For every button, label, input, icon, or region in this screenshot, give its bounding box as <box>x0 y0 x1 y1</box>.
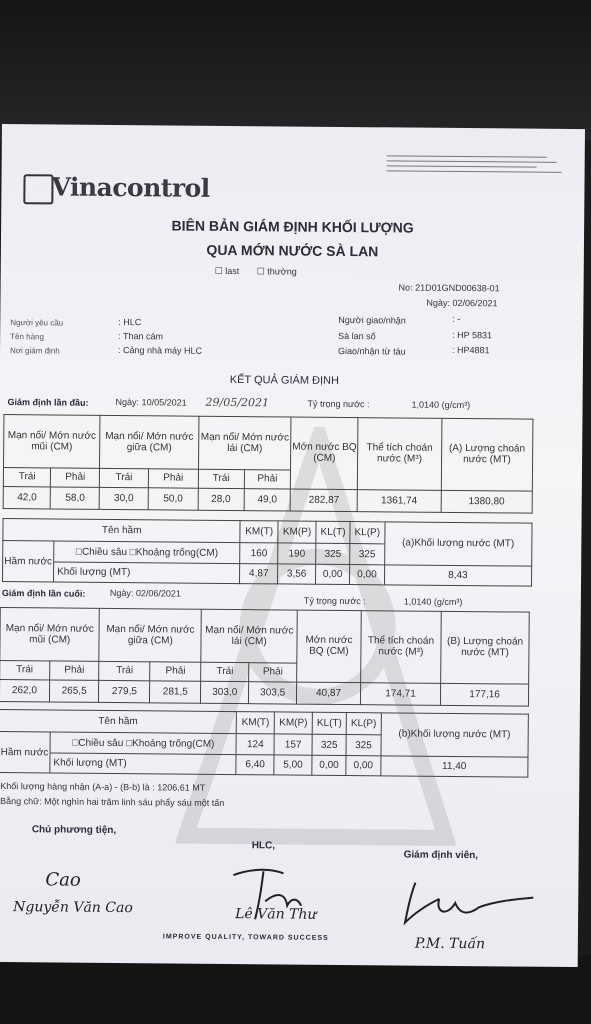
col-head: KL(P) <box>346 713 381 736</box>
goods-value: : Than cám <box>118 331 164 342</box>
depth-cell: 160 <box>240 543 278 564</box>
value-cell: 177,16 <box>441 683 529 706</box>
first-density-label: Tỷ trọng nước : <box>307 398 370 410</box>
weight-cell: 6,40 <box>236 754 274 775</box>
depth-cell: 325 <box>350 544 385 565</box>
owner-label: Chủ phương tiện, <box>31 824 117 837</box>
weight-cell: 0,00 <box>350 564 385 585</box>
document-page <box>0 124 585 967</box>
value-cell: 281,5 <box>150 680 201 703</box>
left-header: Trái <box>198 469 244 488</box>
surveyor-label: Giám định viên, <box>403 849 479 862</box>
first-survey-label: Giám định lần đầu: <box>7 397 89 408</box>
footer-slogan: IMPROVE QUALITY, TOWARD SUCCESS <box>162 933 329 942</box>
right-header: Phải <box>249 663 297 682</box>
last-survey-label: Giám định lần cuối: <box>1 588 86 599</box>
left-header: Trái <box>0 661 50 680</box>
left-header: Trái <box>100 468 149 487</box>
col-head: KM(P) <box>274 712 312 735</box>
bow-header: Mạn nổi/ Mớn nước mũi (CM) <box>4 415 101 469</box>
depth-option: □Chiều sâu □Khoảng trống(CM) <box>50 732 237 754</box>
depth-cell: 325 <box>316 544 350 565</box>
value-cell: 49,0 <box>244 488 291 511</box>
disp-header: (A) Lượng choán nước (MT) <box>441 418 533 490</box>
first-survey-date: Ngày: 10/05/2021 <box>115 397 187 408</box>
col-head: KM(T) <box>240 521 278 544</box>
hold-row-label: Hầm nước <box>3 541 54 582</box>
barge-value: : HP 5831 <box>452 329 493 341</box>
depth-cell: 325 <box>312 735 346 756</box>
result-value: 8,43 <box>384 565 532 587</box>
handwritten-date: 29/05/2021 <box>205 395 270 410</box>
bow-header: Mạn nổi/ Mớn nước mũi (CM) <box>0 608 100 662</box>
ship-value: : HP4881 <box>452 344 490 356</box>
weight-label: Khối lượng (MT) <box>54 562 241 584</box>
goods-label: Tên hàng <box>10 332 44 342</box>
results-title: KẾT QUẢ GIÁM ĐỊNH <box>229 373 340 387</box>
mid-header: Mạn nổi/ Mớn nước giữa (CM) <box>100 415 199 469</box>
weight-cell: 0,00 <box>312 755 346 776</box>
result-head: (a)Khối lượng nước (MT) <box>384 522 532 566</box>
hold-name-header: Tên hầm <box>0 709 237 733</box>
right-header: Phải <box>51 468 100 487</box>
doc-date: Ngày: 02/06/2021 <box>426 297 498 309</box>
weight-cell: 0,00 <box>316 564 350 585</box>
left-header: Trái <box>201 662 249 681</box>
receiver-value: : - <box>452 313 461 325</box>
value-cell: 279,5 <box>99 680 150 703</box>
doc-title-line1: BIÊN BẢN GIÁM ĐỊNH KHỐI LƯỢNG <box>171 217 414 236</box>
depth-cell: 157 <box>274 734 312 755</box>
vol-header: Thể tích choán nước (M³) <box>360 611 441 683</box>
total-received: Khối lượng hàng nhận (A-a) - (B-b) là : 1206,61 MT <box>0 781 206 793</box>
owner-signature-name: Nguyễn Văn Cao <box>13 899 133 917</box>
col-head: KL(P) <box>350 522 385 545</box>
value-cell: 30,0 <box>99 487 148 510</box>
stern-header: Mạn nổi/ Mớn nước lái (CM) <box>201 609 297 663</box>
right-header: Phải <box>49 661 99 680</box>
ship-label: Giao/nhận từ tàu <box>337 345 406 357</box>
first-density-value: 1,0140 (g/cm³) <box>411 399 471 411</box>
requester-label: Người yêu cầu <box>10 318 64 328</box>
background-top <box>0 0 591 140</box>
hold-row-label: Hầm nước <box>0 732 50 773</box>
last-density-value: 1,0140 (g/cm³) <box>403 596 463 608</box>
mid-header: Mạn nổi/ Mớn nước giữa (CM) <box>99 608 201 662</box>
value-cell: 42,0 <box>3 486 51 509</box>
col-head: KL(T) <box>316 521 350 544</box>
logo-text: Vinacontrol <box>51 172 210 203</box>
right-header: Phải <box>150 662 201 681</box>
last-survey-date: Ngày: 02/06/2021 <box>109 587 182 599</box>
place-value: : Cảng nhà máy HLC <box>117 345 203 356</box>
depth-cell: 325 <box>346 735 381 756</box>
result-head: (b)Khối lượng nước (MT) <box>381 713 529 757</box>
weight-cell: 5,00 <box>274 755 312 776</box>
right-header: Phải <box>244 470 291 489</box>
total-in-words: Bằng chữ: Một nghìn hai trăm linh sáu phẩy sáu một tấn <box>0 796 225 808</box>
requester-value: : HLC <box>118 317 142 328</box>
value-cell: 282,87 <box>291 489 358 512</box>
last-hold-table <box>0 709 529 778</box>
vol-header: Thể tích choán nước (M³) <box>357 418 441 490</box>
hlc-label: HLC, <box>251 840 276 852</box>
right-header: Phải <box>148 469 198 488</box>
value-cell: 303,5 <box>249 681 297 704</box>
stern-header: Mạn nổi/ Mớn nước lái (CM) <box>198 416 291 470</box>
option-thuong: ☐ thường <box>256 266 297 277</box>
weight-label: Khối lượng (MT) <box>50 753 237 775</box>
result-value: 11,40 <box>380 755 528 777</box>
col-head: KM(T) <box>237 712 275 735</box>
receiver-label: Người giao/nhận <box>338 314 406 326</box>
avg-header: Mớn nước BQ (CM) <box>291 417 358 489</box>
weight-cell: 0,00 <box>346 755 381 776</box>
avg-header: Mớn nước BQ (CM) <box>297 610 361 682</box>
last-density-label: Tỷ trọng nước : <box>303 595 366 607</box>
place-label: Nơi giám định <box>9 346 60 356</box>
depth-cell: 190 <box>278 543 316 564</box>
disp-header: (B) Lượng choán nước (MT) <box>441 611 529 683</box>
first-hold-table <box>2 518 533 587</box>
value-cell: 265,5 <box>49 679 99 702</box>
col-head: KM(P) <box>278 521 316 544</box>
left-header: Trái <box>3 468 51 487</box>
hlc-signature-name: Lê Văn Thư <box>235 906 317 923</box>
last-draft-table <box>0 607 530 707</box>
hold-name-header: Tên hầm <box>3 519 241 543</box>
branch-info-block <box>387 155 572 177</box>
value-cell: 303,0 <box>201 681 249 704</box>
depth-option: □Chiều sâu □Khoảng trống(CM) <box>54 541 241 563</box>
depth-cell: 124 <box>236 734 274 755</box>
value-cell: 1361,74 <box>357 489 441 512</box>
doc-title-line2: QUA MỚN NƯỚC SÀ LAN <box>206 241 379 260</box>
doc-number: No: 21D01GND00638-01 <box>398 282 500 294</box>
value-cell: 58,0 <box>51 486 100 509</box>
weight-cell: 4,87 <box>240 563 278 584</box>
value-cell: 28,0 <box>198 488 244 511</box>
surveyor-signature <box>395 872 546 933</box>
col-head: KL(T) <box>312 712 346 735</box>
surveyor-signature-name: P.M. Tuấn <box>414 935 486 953</box>
weight-cell: 3,56 <box>277 564 315 585</box>
first-draft-table <box>3 414 534 514</box>
barge-label: Sà lan số <box>338 330 376 342</box>
value-cell: 1380,80 <box>441 490 532 513</box>
left-header: Trái <box>99 661 150 680</box>
value-cell: 40,87 <box>297 682 361 705</box>
vinacontrol-logo-icon <box>23 174 53 204</box>
value-cell: 174,71 <box>360 682 441 705</box>
option-last: ☐ last <box>214 265 240 277</box>
value-cell: 262,0 <box>0 679 49 702</box>
owner-signature: Cao <box>45 869 81 891</box>
value-cell: 50,0 <box>148 487 198 510</box>
